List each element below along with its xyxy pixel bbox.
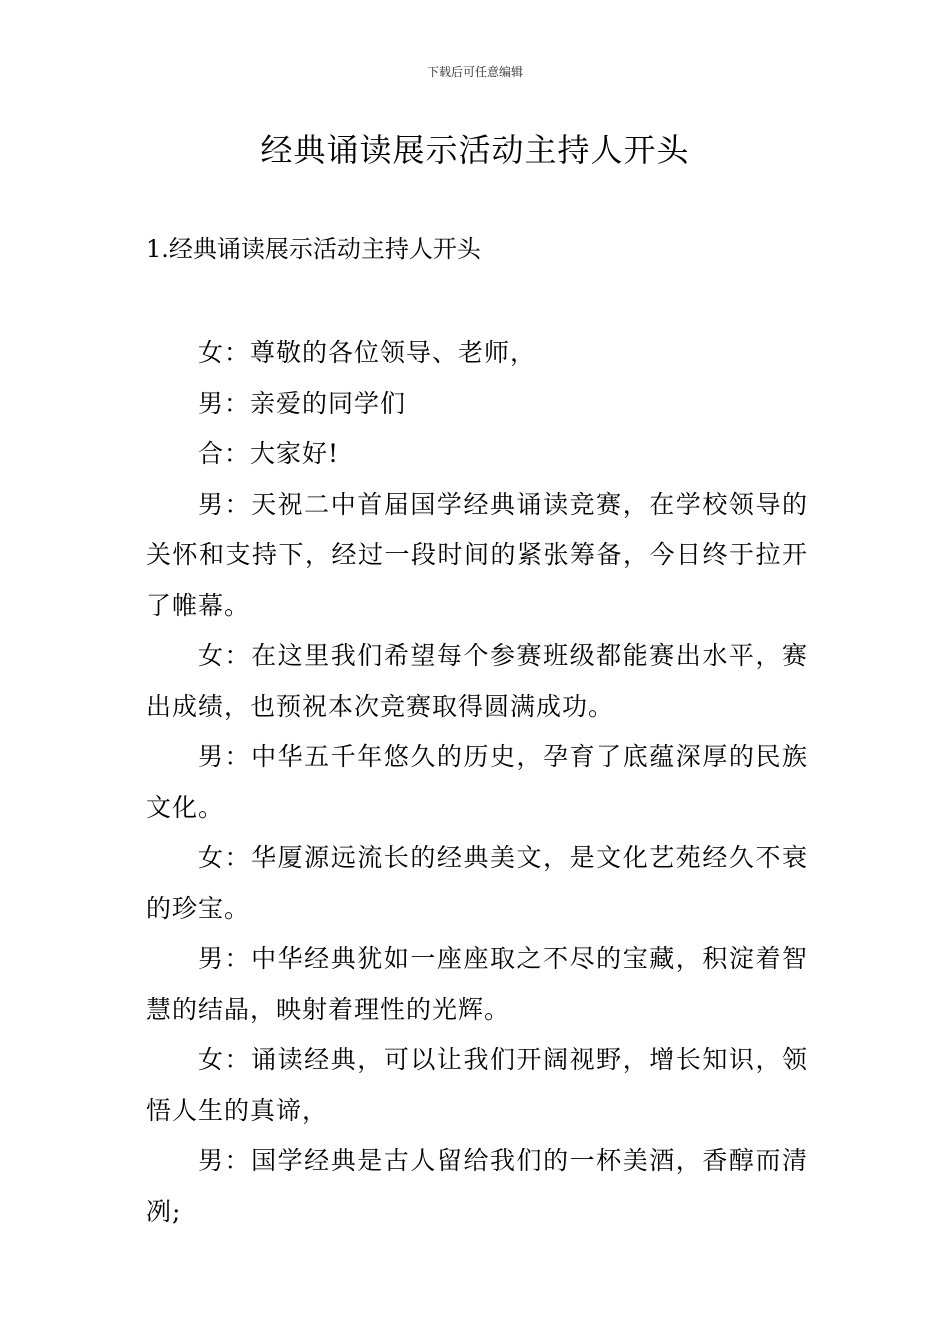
script-line: 女：诵读经典，可以让我们开阔视野，增长知识，领悟人生的真谛， xyxy=(146,1045,808,1125)
document-title: 经典诵读展示活动主持人开头 xyxy=(260,131,690,169)
script-line: 男：亲爱的同学们 xyxy=(198,388,407,418)
section-heading: 1.经典诵读展示活动主持人开头 xyxy=(146,235,481,263)
header-note: 下载后可任意编辑 xyxy=(426,65,523,79)
script-line: 女：在这里我们希望每个参赛班级都能赛出水平，赛出成绩，也预祝本次竞赛取得圆满成功。 xyxy=(146,641,808,721)
script-line: 男：国学经典是古人留给我们的一杯美酒，香醇而清冽; xyxy=(146,1146,808,1226)
script-line: 男：中华五千年悠久的历史，孕育了底蕴深厚的民族文化。 xyxy=(146,742,808,822)
script-line: 女：尊敬的各位领导、老师， xyxy=(198,338,537,367)
script-line: 合：大家好! xyxy=(198,439,340,468)
script-line: 女：华厦源远流长的经典美文，是文化艺苑经久不衰的珍宝。 xyxy=(146,843,808,923)
script-body xyxy=(146,328,808,1237)
script-line: 男：中华经典犹如一座座取之不尽的宝藏，积淀着智慧的结晶，映射着理性的光辉。 xyxy=(146,944,808,1024)
script-line: 男：天祝二中首届国学经典诵读竞赛，在学校领导的关怀和支持下，经过一段时间的紧张筹备，今日终于拉开了帷幕。 xyxy=(146,489,808,620)
